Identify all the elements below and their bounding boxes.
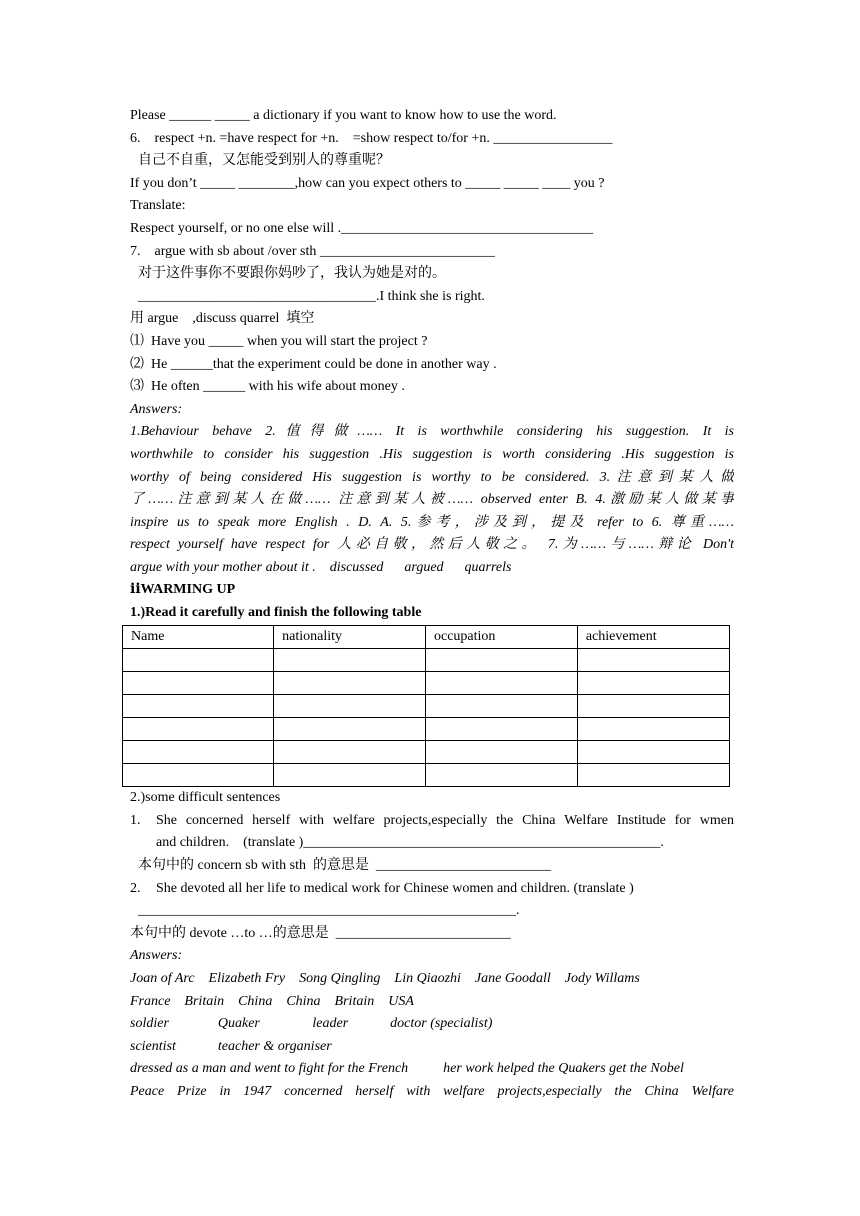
section-title: ⅱWARMING UP xyxy=(130,582,236,598)
table-header-row xyxy=(123,625,730,649)
answer-line: soldier Quaker leader doctor (specialist) xyxy=(130,1016,493,1032)
column-header: Name xyxy=(123,625,274,649)
document-page xyxy=(130,105,734,1104)
answer-line: respect yourself have respect for 人必自敬，然后人敬之。 7.为……与……辩论 Don't xyxy=(130,537,734,553)
table-cell[interactable] xyxy=(123,741,274,764)
text-line: Respect yourself, or no one else will .____________________________________ xyxy=(130,220,594,236)
table-cell[interactable] xyxy=(123,764,274,787)
fill-in-table xyxy=(122,625,730,788)
item-number: 1. xyxy=(130,812,141,828)
answer-line: scientist teacher & organiser xyxy=(130,1038,332,1054)
sentence-text: She devoted all her life to medical work for Chinese women and children. (translate ) xyxy=(156,880,634,896)
table-cell[interactable] xyxy=(577,764,729,787)
table-cell[interactable] xyxy=(123,649,274,672)
exercise-item: ⑵ He ______that the experiment could be done in another way . xyxy=(130,356,497,372)
table-cell[interactable] xyxy=(123,672,274,695)
item-number: 2. xyxy=(130,880,141,896)
answer-line: worthwhile to consider his suggestion .His suggestion is worth considering .His suggestion is xyxy=(130,446,734,462)
column-header: nationality xyxy=(274,625,426,649)
table-row xyxy=(123,649,730,672)
text-line: If you don’t _____ ________,how can you expect others to _____ _____ ____ you ? xyxy=(130,175,605,191)
table-cell[interactable] xyxy=(577,695,729,718)
sentence-item-2 xyxy=(130,878,734,901)
table-cell[interactable] xyxy=(274,764,426,787)
table-cell[interactable] xyxy=(577,718,729,741)
exercise-item: ⑴ Have you _____ when you will start the project ? xyxy=(130,333,428,349)
text-line: Please ______ _____ a dictionary if you want to know how to use the word. xyxy=(130,108,557,123)
answers-label: Answers: xyxy=(130,401,183,417)
table-cell[interactable] xyxy=(274,695,426,718)
table-cell[interactable] xyxy=(425,649,577,672)
table-cell[interactable] xyxy=(274,718,426,741)
answer-line: argue with your mother about it . discussed argued quarrels xyxy=(130,559,512,575)
answer-line: 1.Behaviour behave 2.值得做…… It is worthwhile considering his suggestion. It is xyxy=(130,424,734,440)
text-line: __________________________________.I think she is right. xyxy=(138,288,485,304)
answer-line: worthy of being considered His suggestion is worthy to be considered. 3.注意到某人做 xyxy=(130,469,734,485)
table-cell[interactable] xyxy=(425,695,577,718)
answer-line: dressed as a man and went to fight for the French her work helped the Quakers get the Nobel xyxy=(130,1061,684,1077)
text-line: 7. argue with sb about /over sth _________________________ xyxy=(130,243,495,259)
sentence-text: She concerned herself with welfare projects,especially the China Welfare Institude for wmen xyxy=(156,812,734,828)
table-cell[interactable] xyxy=(425,764,577,787)
table-cell[interactable] xyxy=(123,718,274,741)
sentence-text: and children. (translate )___________________________________________________. xyxy=(156,835,664,851)
answer-line: France Britain China China Britain USA xyxy=(130,993,414,1009)
table-cell[interactable] xyxy=(274,672,426,695)
column-header: achievement xyxy=(577,625,729,649)
answer-blank: ______________________________________________________. xyxy=(138,903,520,919)
answer-line: 了……注意到某人在做…… 注意到某人被…… observed enter B. 4.激励某人做某事 xyxy=(130,492,734,508)
sentence-item-1 xyxy=(130,810,734,855)
chinese-sentence: 对于这件事你不要跟你妈吵了，我认为她是对的。 xyxy=(138,266,446,282)
table-cell[interactable] xyxy=(425,718,577,741)
text-line: 用 argue ,discuss quarrel 填空 xyxy=(130,311,315,327)
text-line: 6. respect +n. =have respect for +n. =show respect to/for +n. _________________ xyxy=(130,130,613,146)
answer-line: Peace Prize in 1947 concerned herself with welfare projects,especially the China Welfare xyxy=(130,1083,734,1099)
table-row xyxy=(123,672,730,695)
table-row xyxy=(123,695,730,718)
exercise-item: ⑶ He often ______ with his wife about money . xyxy=(130,379,405,395)
table-cell[interactable] xyxy=(577,741,729,764)
table-cell[interactable] xyxy=(425,741,577,764)
task-heading: 1.)Read it carefully and finish the following table xyxy=(130,605,422,621)
sentences-heading: 2.)some difficult sentences xyxy=(130,790,281,806)
answer-line: Joan of Arc Elizabeth Fry Song Qingling Lin Qiaozhi Jane Goodall Jody Willams xyxy=(130,971,640,986)
table-row xyxy=(123,741,730,764)
table-cell[interactable] xyxy=(577,672,729,695)
text-line: Translate: xyxy=(130,198,186,214)
table-row xyxy=(123,718,730,741)
answer-line: inspire us to speak more English . D. A. 5.参考，涉及到，提及 refer to 6. 尊重…… xyxy=(130,514,734,530)
meaning-prompt: 本句中的 devote …to …的意思是 _________________________ xyxy=(130,925,511,941)
column-header: occupation xyxy=(425,625,577,649)
table-cell[interactable] xyxy=(123,695,274,718)
table-cell[interactable] xyxy=(577,649,729,672)
meaning-prompt: 本句中的 concern sb with sth 的意思是 _________________________ xyxy=(138,858,551,874)
table-cell[interactable] xyxy=(425,672,577,695)
table-row xyxy=(123,764,730,787)
table-cell[interactable] xyxy=(274,741,426,764)
table-cell[interactable] xyxy=(274,649,426,672)
answers-label: Answers: xyxy=(130,948,183,964)
chinese-sentence: 自己不自重，又怎能受到别人的尊重呢？ xyxy=(138,153,390,169)
